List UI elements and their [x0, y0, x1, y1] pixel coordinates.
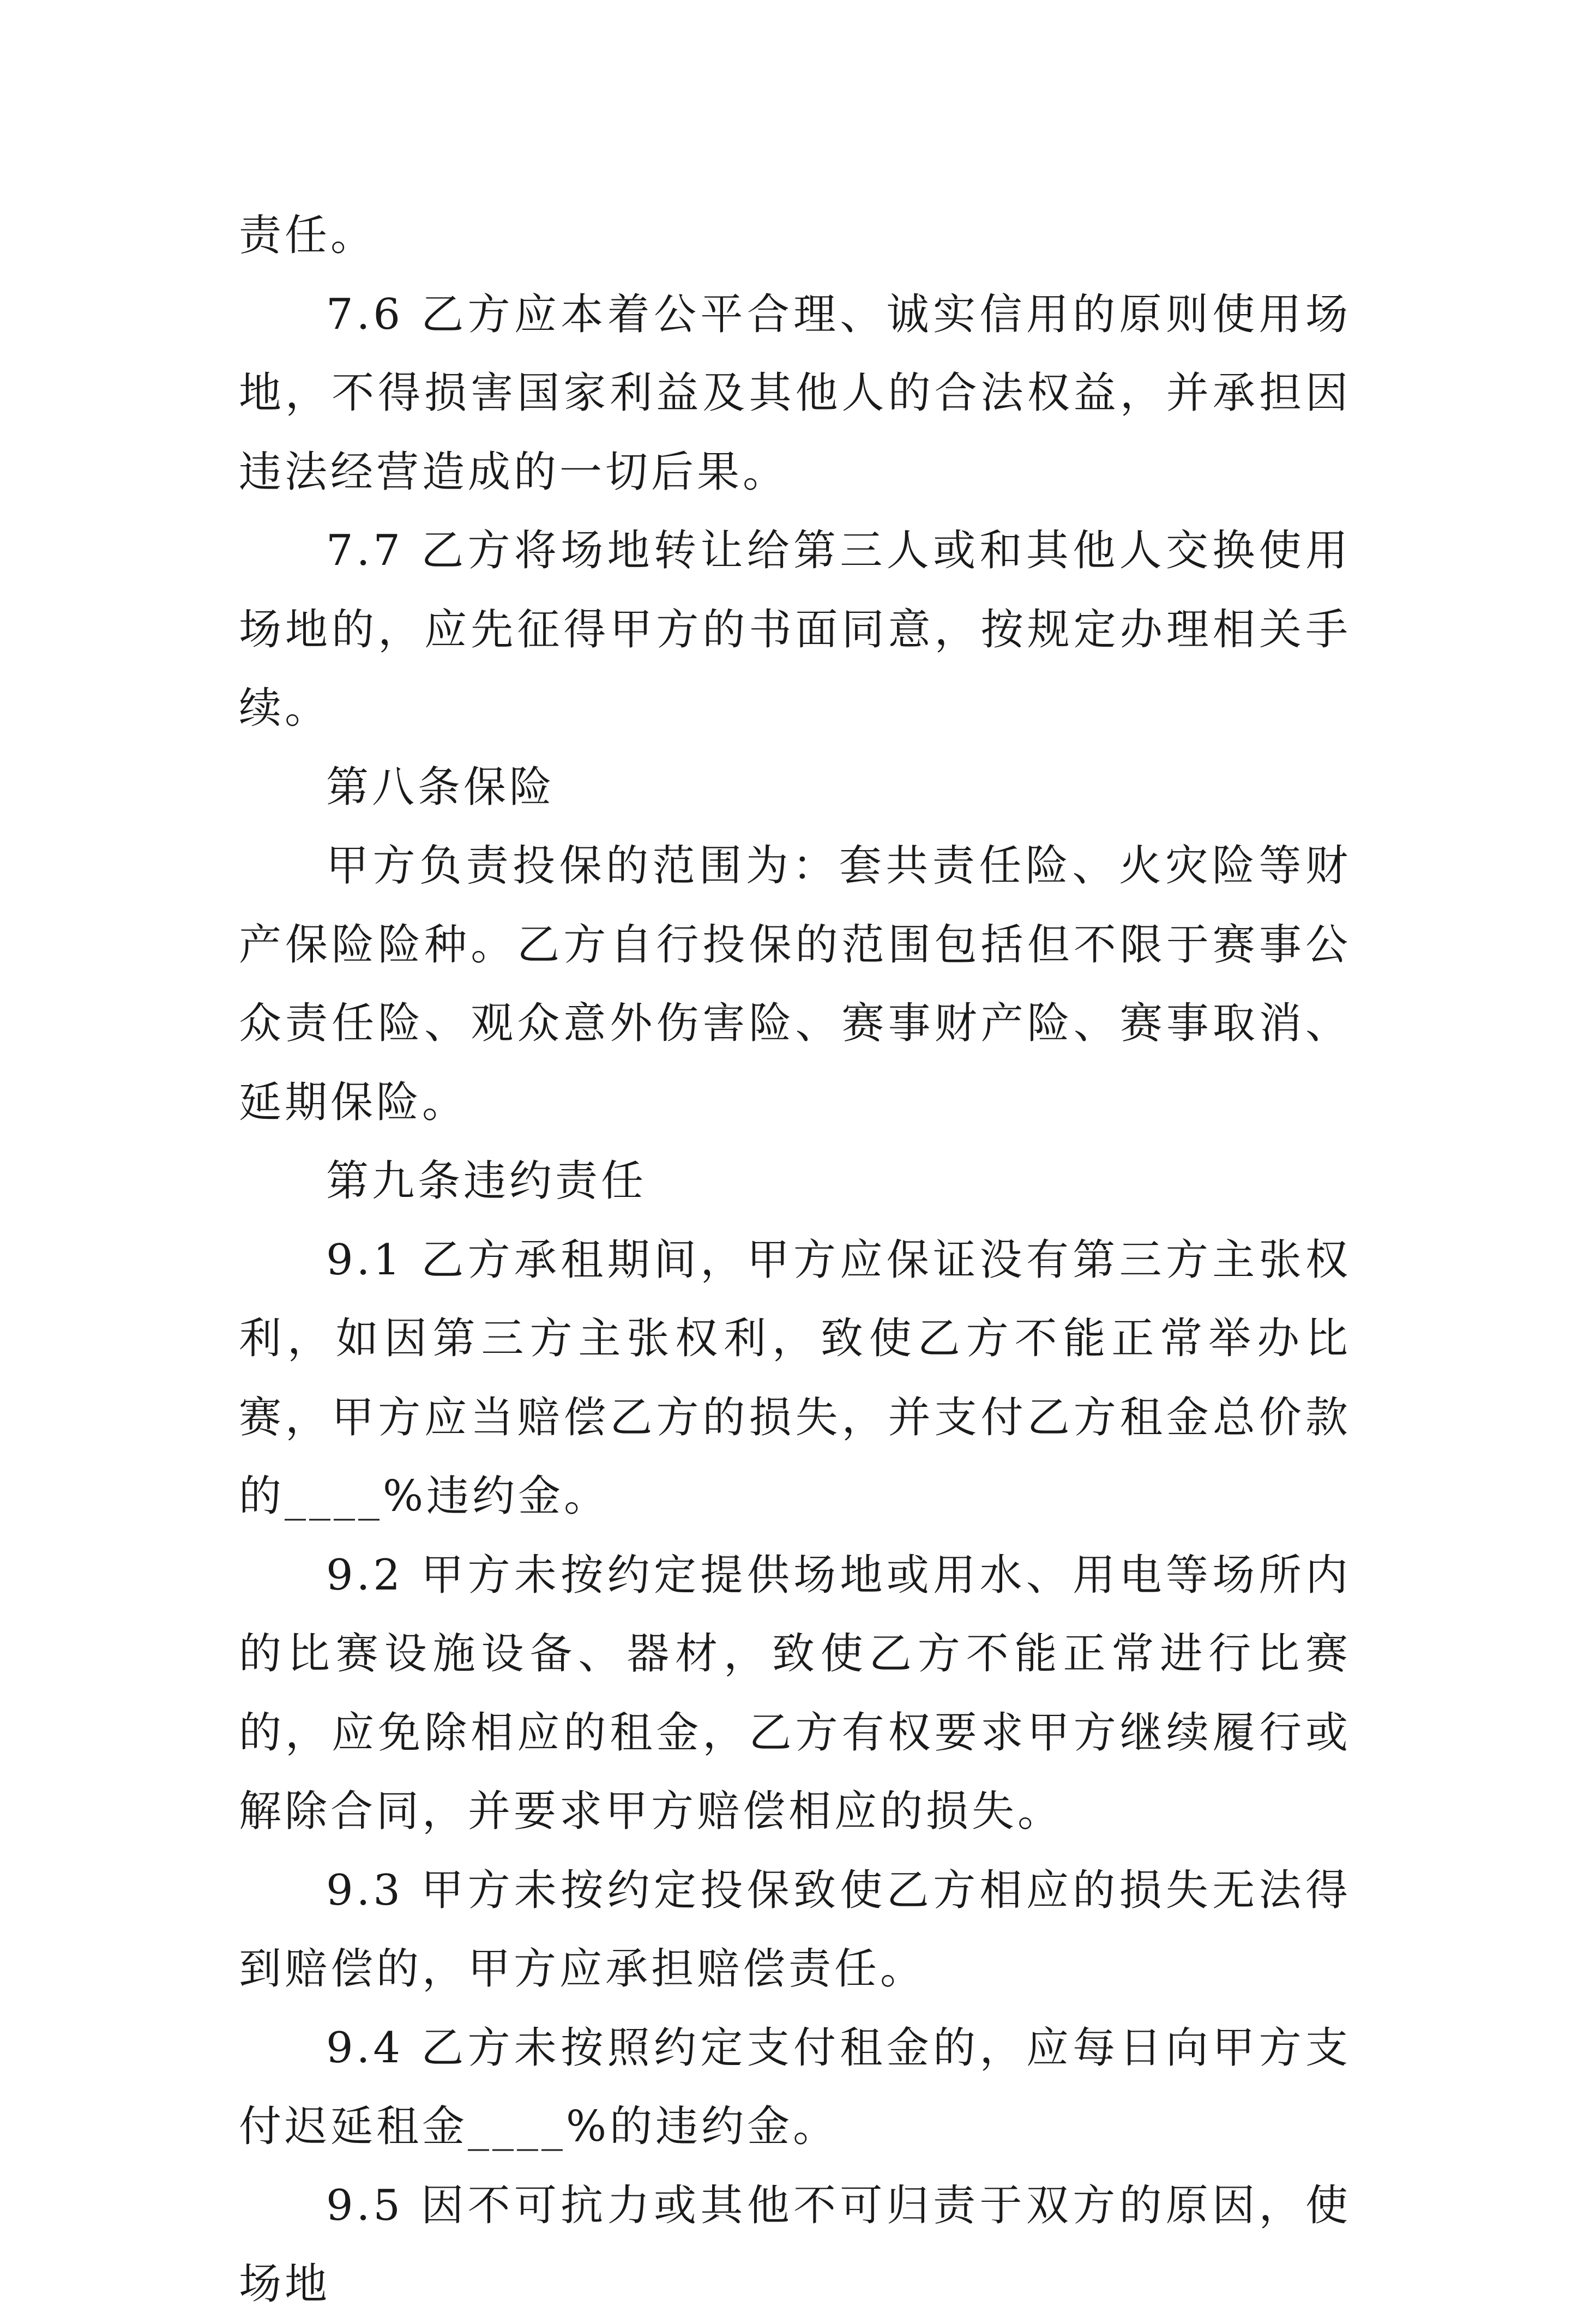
clause-9-3: 9.3 甲方未按约定投保致使乙方相应的损失无法得到赔偿的，甲方应承担赔偿责任。 — [239, 1865, 1351, 1994]
clause-9-1: 9.1 乙方承租期间，甲方应保证没有第三方主张权利，如因第三方主张权利，致使乙方不能正常举办比赛，甲方应当赔偿乙方的损失，并支付乙方租金总价款的____%违约金。 — [239, 1235, 1351, 1521]
section-heading-article-8: 第八条保险 — [326, 762, 556, 812]
clause-7-6: 7.6 乙方应本着公平合理、诚实信用的原则使用场地，不得损害国家利益及其他人的合法权益，并承担因违法经营造成的一切后果。 — [239, 290, 1351, 497]
section-heading-article-9: 第九条违约责任 — [326, 1157, 647, 1206]
clause-9-4: 9.4 乙方未按照约定支付租金的，应每日向甲方支付迟延租金____%的违约金。 — [239, 2023, 1351, 2151]
insurance-scope-paragraph: 甲方负责投保的范围为：套共责任险、火灾险等财产保险险种。乙方自行投保的范围包括但不限于赛事公众责任险、观众意外伤害险、赛事财产险、赛事取消、延期保险。 — [239, 841, 1351, 1127]
clause-9-2: 9.2 甲方未按约定提供场地或用水、用电等场所内的比赛设施设备、器材，致使乙方不能正常进行比赛的，应免除相应的租金，乙方有权要求甲方继续履行或解除合同，并要求甲方赔偿相应的损失。 — [239, 1550, 1351, 1836]
paragraph-continuation: 责任。 — [239, 211, 377, 260]
document-body — [239, 196, 1351, 2324]
clause-7-7: 7.7 乙方将场地转让给第三人或和其他人交换使用场地的，应先征得甲方的书面同意，按规定办理相关手续。 — [239, 526, 1351, 733]
clause-9-5: 9.5 因不可抗力或其他不可归责于双方的原因，使场地 — [239, 2181, 1351, 2309]
